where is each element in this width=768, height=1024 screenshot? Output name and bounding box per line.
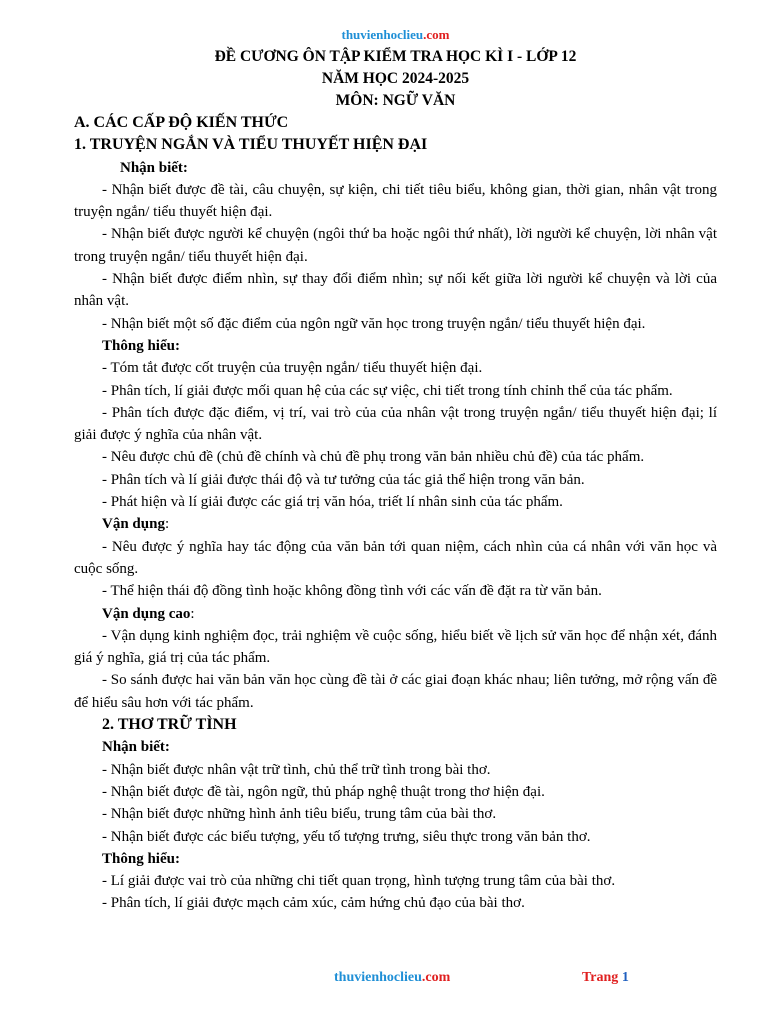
section-a-heading: A. CÁC CẤP ĐỘ KIẾN THỨC xyxy=(74,114,289,131)
part2-nhanbiet-label: Nhận biết: xyxy=(102,739,170,756)
part1-vandungcao-item: - So sánh được hai văn bản văn học cùng đề tài ở các giai đoạn khác nhau; liên tưởng, mở rộng vấn đề để hiểu sâu hơn với tác phẩm. xyxy=(74,672,717,711)
part1-nhanbiet-item: - Nhận biết được đề tài, câu chuyện, sự kiện, chi tiết tiêu biểu, không gian, thời gian, nhân vật trong truyện ngắn/ tiểu thuyết hiện đại. xyxy=(74,181,717,221)
part1-vandungcao-label: Vận dụng cao: xyxy=(102,605,195,622)
page-footer xyxy=(0,970,768,990)
part2-nhanbiet-item: - Nhận biết được những hình ảnh tiêu biểu, trung tâm của bài thơ. xyxy=(102,806,497,823)
site-header-link[interactable] xyxy=(74,26,717,44)
part1-vandung-label: Vận dụng: xyxy=(102,516,170,533)
part1-vandung-item: - Nêu được ý nghĩa hay tác động của văn bản tới quan niệm, cách nhìn của cá nhân với văn học và cuộc sống. xyxy=(74,538,717,577)
part2-heading: 2. THƠ TRỮ TÌNH xyxy=(102,716,237,734)
part1-nhanbiet-item: - Nhận biết được người kể chuyện (ngôi thứ ba hoặc ngôi thứ nhất), lời người kể chuyện, lời nhân vật trong truyện ngắn/ tiểu thuyết hiện đại. xyxy=(74,226,717,265)
part2-thonghieu-label: Thông hiểu: xyxy=(102,850,180,867)
part1-thonghieu-item: - Nêu được chủ đề (chủ đề chính và chủ đề phụ trong văn bản nhiều chủ đề) của tác phẩm. xyxy=(102,449,645,466)
footer-site-domain: .com xyxy=(421,970,451,985)
page-number xyxy=(582,970,629,986)
part1-thonghieu-item: - Phát hiện và lí giải được các giá trị văn hóa, triết lí nhân sinh của tác phẩm. xyxy=(102,494,563,511)
part2-thonghieu-item: - Phân tích, lí giải được mạch cảm xúc, cảm hứng chủ đạo của bài thơ. xyxy=(102,895,525,912)
doc-title-1: ĐỀ CƯƠNG ÔN TẬP KIỂM TRA HỌC KÌ I - LỚP 12 xyxy=(214,48,577,65)
part1-vandung-item: - Thể hiện thái độ đồng tình hoặc không đồng tình với các vấn đề đặt ra từ văn bản. xyxy=(102,583,602,600)
part1-thonghieu-label: Thông hiểu: xyxy=(102,337,180,354)
part1-heading: 1. TRUYỆN NGẮN VÀ TIỂU THUYẾT HIỆN ĐẠI xyxy=(74,136,428,154)
part2-nhanbiet-item: - Nhận biết được đề tài, ngôn ngữ, thủ pháp nghệ thuật trong thơ hiện đại. xyxy=(102,783,545,800)
part1-nhanbiet-label: Nhận biết: xyxy=(120,159,188,176)
footer-site-name: thuvienhoclieu xyxy=(334,970,422,985)
part2-nhanbiet-item: - Nhận biết được các biểu tượng, yếu tố tượng trưng, siêu thực trong văn bản thơ. xyxy=(102,828,591,845)
part2-thonghieu-item: - Lí giải được vai trò của những chi tiết quan trọng, hình tượng trung tâm của bài thơ. xyxy=(102,873,616,890)
part1-thonghieu-item: - Tóm tắt được cốt truyện của truyện ngắn/ tiểu thuyết hiện đại. xyxy=(102,360,483,377)
site-domain: .com xyxy=(423,27,450,42)
document-page xyxy=(74,26,717,915)
part1-nhanbiet-item: - Nhận biết được điểm nhìn, sự thay đổi điểm nhìn; sự nối kết giữa lời người kể chuyện và lời của nhân vật. xyxy=(74,271,717,310)
doc-title-2: NĂM HỌC 2024-2025 xyxy=(321,70,470,87)
part1-thonghieu-item: - Phân tích được đặc điểm, vị trí, vai trò của của nhân vật trong truyện ngắn/ tiểu thuyết hiện đại; lí giải được ý nghĩa của nhân vật. xyxy=(74,404,717,444)
part2-nhanbiet-item: - Nhận biết được nhân vật trữ tình, chủ thể trữ tình trong bài thơ. xyxy=(102,761,491,778)
part1-nhanbiet-item: - Nhận biết một số đặc điểm của ngôn ngữ văn học trong truyện ngắn/ tiểu thuyết hiện đại. xyxy=(102,315,646,332)
part1-thonghieu-item: - Phân tích và lí giải được thái độ và tư tưởng của tác giả thể hiện trong văn bản. xyxy=(102,471,585,488)
footer-site-link[interactable] xyxy=(334,970,450,986)
page-number-value: 1 xyxy=(621,970,629,985)
page-label: Trang xyxy=(582,970,622,985)
part1-vandungcao-item: - Vận dụng kinh nghiệm đọc, trải nghiệm về cuộc sống, hiểu biết về lịch sử văn học để nhận xét, đánh giá ý nghĩa, giá trị của tác phẩm. xyxy=(74,627,717,667)
doc-title-3: MÔN: NGỮ VĂN xyxy=(335,92,456,109)
site-name: thuvienhoclieu xyxy=(341,27,424,42)
part1-thonghieu-item: - Phân tích, lí giải được mối quan hệ của các sự việc, chi tiết trong tính chỉnh thể của tác phẩm. xyxy=(102,382,673,399)
